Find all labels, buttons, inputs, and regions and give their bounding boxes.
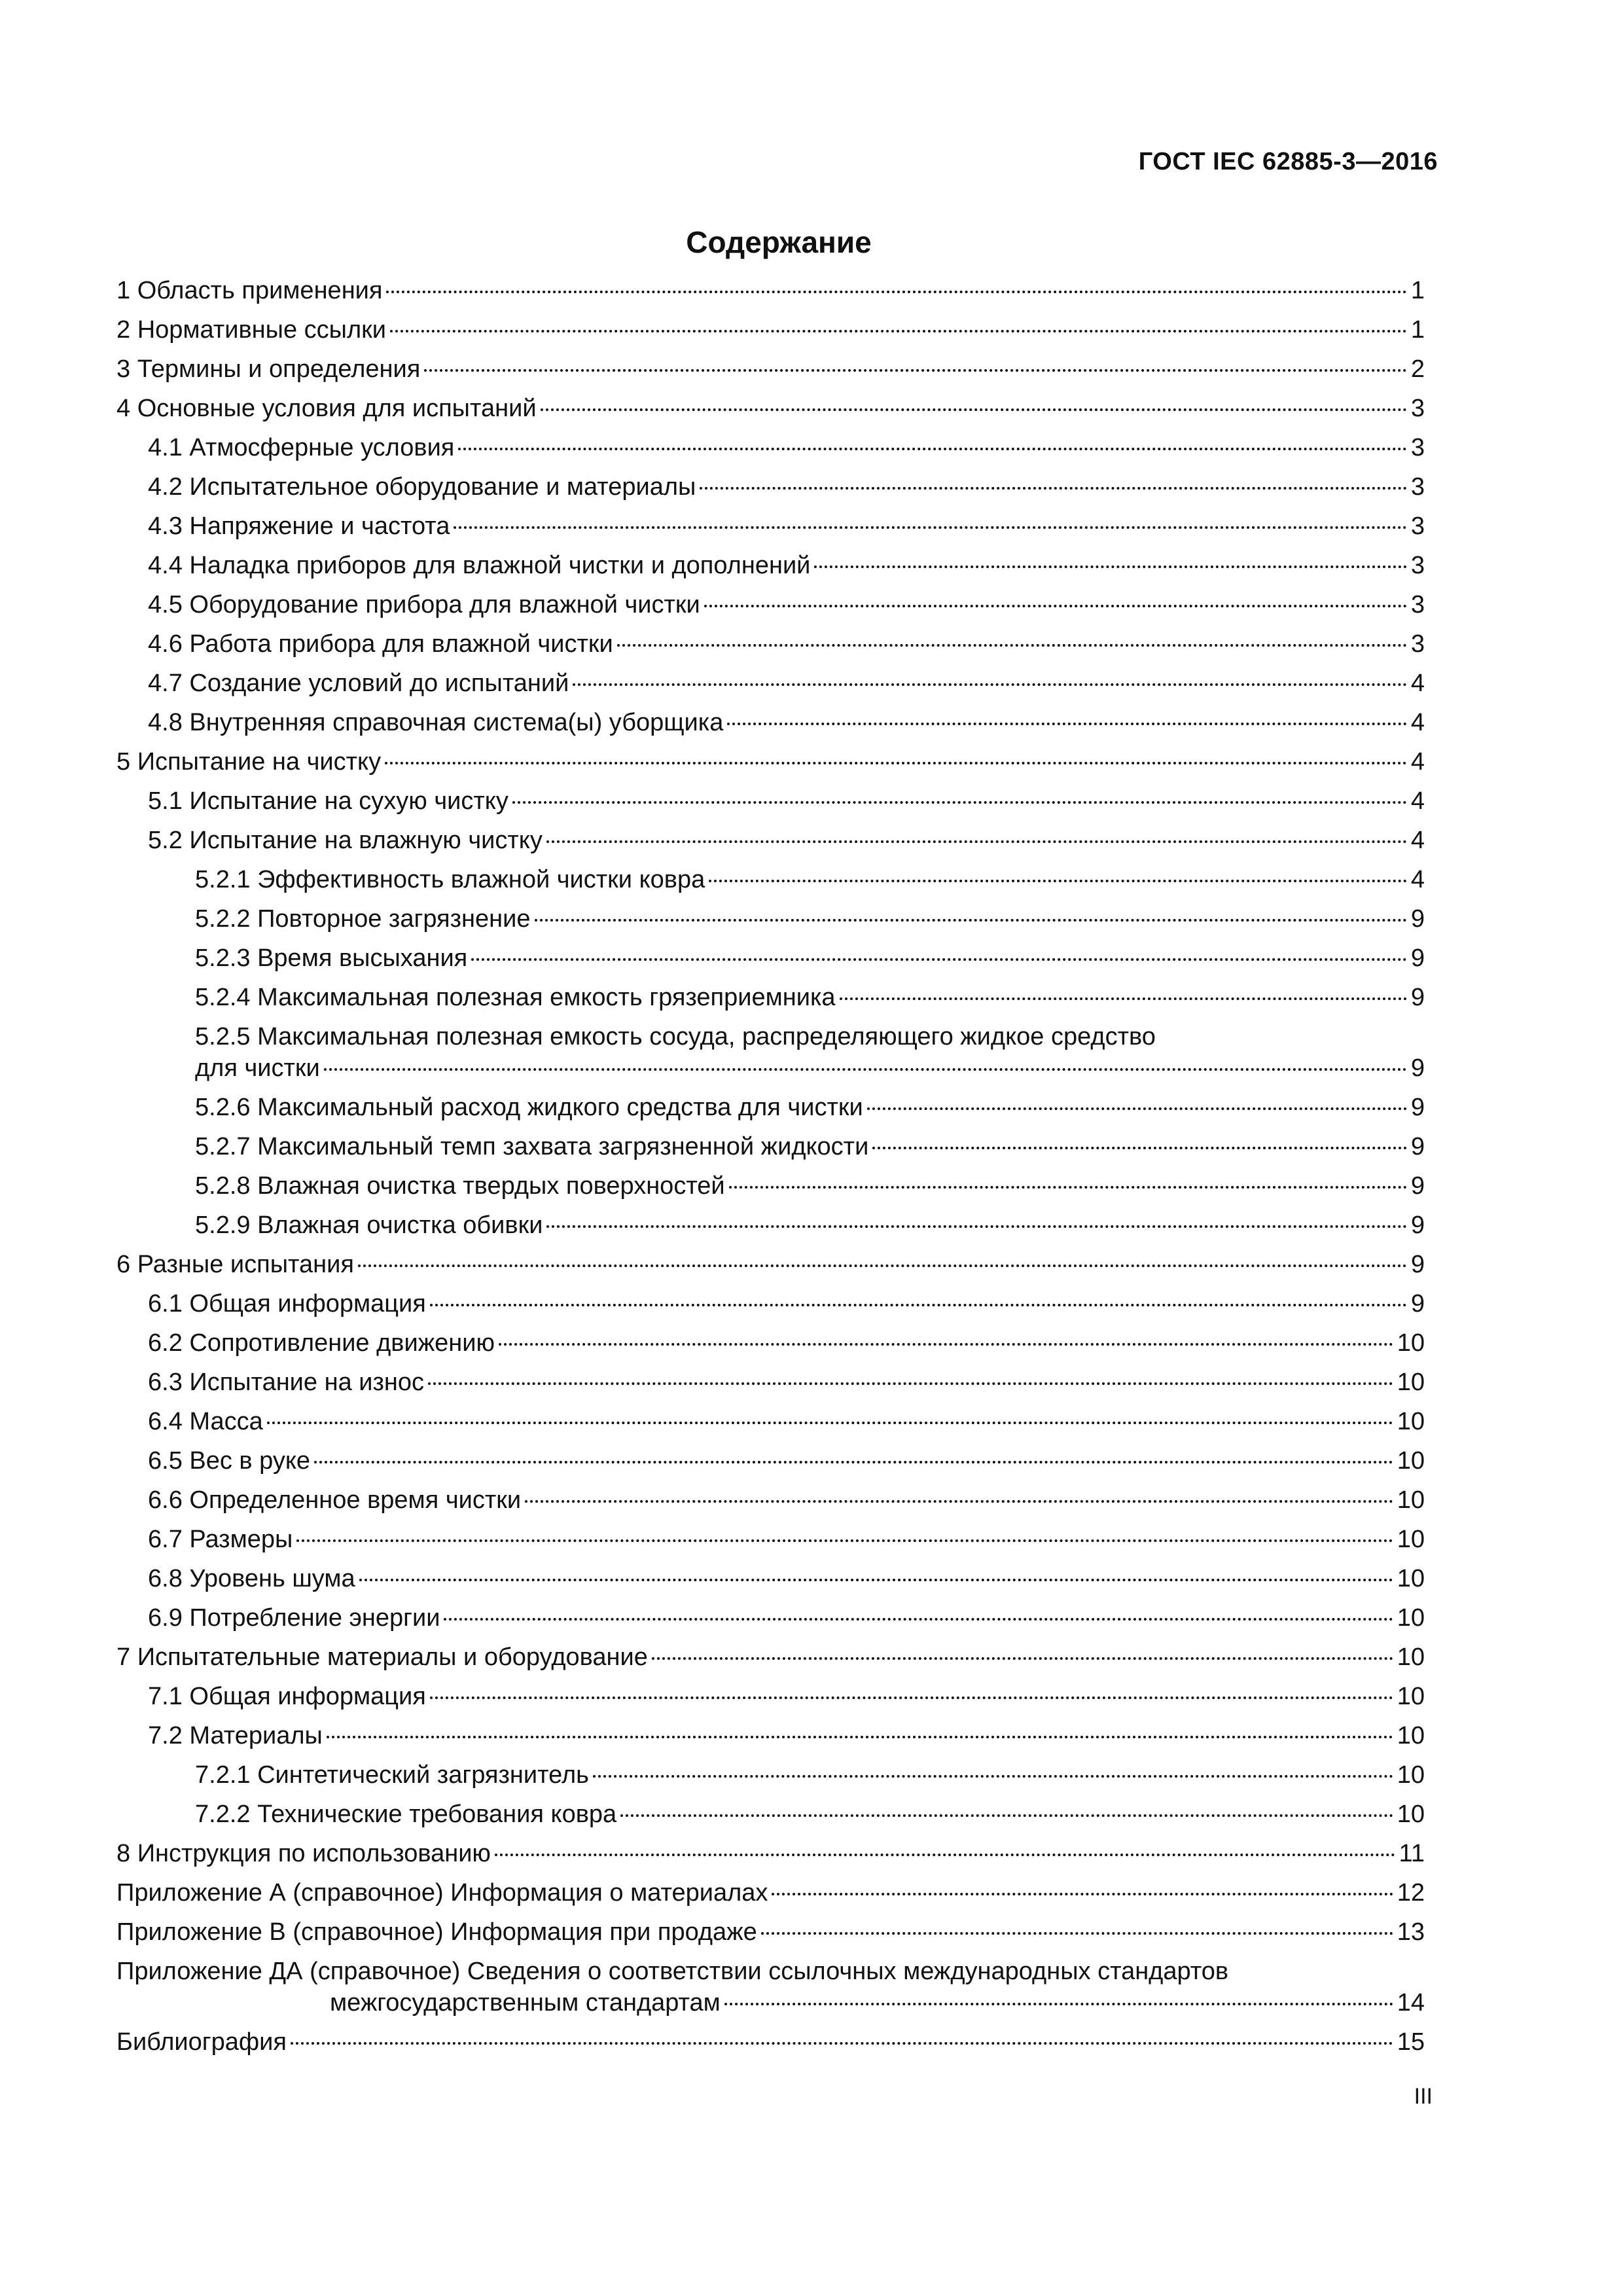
toc-entry-page: 1 bbox=[1410, 316, 1425, 344]
toc-entry-page: 3 bbox=[1410, 630, 1425, 658]
toc-entry-label: 5.2.3 Время высыхания bbox=[195, 944, 468, 972]
toc-entry-label: 4.2 Испытательное оборудование и материалы bbox=[148, 473, 696, 501]
dot-leader bbox=[872, 1146, 1407, 1149]
dot-leader bbox=[525, 1499, 1393, 1503]
toc-entry-appendix[interactable] bbox=[116, 1956, 1425, 2026]
toc-entry-page: 9 bbox=[1410, 1094, 1425, 1121]
toc-entry-page: 4 bbox=[1410, 787, 1425, 815]
toc-entry-page: 3 bbox=[1410, 591, 1425, 619]
toc-entry-page: 9 bbox=[1410, 1290, 1425, 1318]
dot-leader bbox=[840, 997, 1407, 1000]
toc-entry[interactable] bbox=[116, 275, 1425, 314]
toc-entry[interactable] bbox=[116, 1641, 1425, 1681]
toc-entry-label: 4.7 Создание условий до испытаний bbox=[148, 670, 569, 697]
dot-leader bbox=[430, 1303, 1407, 1306]
toc-entry-page: 9 bbox=[1410, 1211, 1425, 1239]
toc-entry-label: 5.2.7 Максимальный темп захвата загрязненной жидкости bbox=[195, 1133, 869, 1160]
dot-leader bbox=[385, 761, 1407, 764]
dot-leader bbox=[593, 1774, 1393, 1778]
toc-entry-page: 10 bbox=[1397, 1722, 1425, 1749]
toc-entry-page: 4 bbox=[1410, 748, 1425, 776]
toc-entry-page: 10 bbox=[1397, 1486, 1425, 1514]
toc-entry-page: 10 bbox=[1397, 1683, 1425, 1710]
toc-entry-label: 6 Разные испытания bbox=[116, 1251, 354, 1278]
toc-entry-page: 9 bbox=[1410, 905, 1425, 933]
toc-entry-page: 2 bbox=[1410, 355, 1425, 383]
toc-entry-page: 3 bbox=[1410, 552, 1425, 579]
toc-entry-page: 9 bbox=[1410, 1251, 1425, 1278]
toc-entry-label: 4.8 Внутренняя справочная система(ы) уборщика bbox=[148, 709, 724, 736]
toc-entry[interactable] bbox=[116, 785, 1425, 825]
dot-leader bbox=[499, 1342, 1393, 1346]
toc-entry[interactable] bbox=[116, 1131, 1425, 1170]
toc-entry[interactable] bbox=[116, 903, 1425, 942]
toc-entry-label: 4.1 Атмосферные условия bbox=[148, 434, 455, 461]
dot-leader bbox=[724, 2002, 1393, 2005]
dot-leader bbox=[358, 1264, 1407, 1267]
toc-entry[interactable] bbox=[116, 1406, 1425, 1445]
dot-leader bbox=[495, 1853, 1395, 1856]
page-number: III bbox=[1414, 2084, 1433, 2109]
dot-leader bbox=[617, 643, 1407, 647]
toc-entry-page: 9 bbox=[1410, 1133, 1425, 1160]
dot-leader bbox=[541, 408, 1407, 411]
toc-entry[interactable] bbox=[116, 432, 1425, 471]
dot-leader bbox=[700, 486, 1406, 490]
toc-entry[interactable] bbox=[116, 668, 1425, 707]
toc-entry-page: 9 bbox=[1410, 944, 1425, 972]
dot-leader bbox=[867, 1107, 1407, 1110]
toc-entry-label: 5.2.5 Максимальная полезная емкость сосуда, распределяющего жидкое средство bbox=[195, 1023, 1156, 1050]
dot-leader bbox=[424, 368, 1407, 372]
dot-leader bbox=[458, 447, 1406, 450]
toc-entry[interactable] bbox=[116, 982, 1425, 1021]
toc-entry-label: 6.8 Уровень шума bbox=[148, 1565, 355, 1592]
toc-entry-appendix[interactable] bbox=[116, 1916, 1425, 1956]
toc-entry-page: 10 bbox=[1397, 1329, 1425, 1357]
toc-entry[interactable] bbox=[116, 1327, 1425, 1367]
toc-title: Содержание bbox=[686, 225, 872, 259]
toc-entry-page: 10 bbox=[1397, 1761, 1425, 1789]
toc-entry-page: 10 bbox=[1397, 1565, 1425, 1592]
toc-entry-label: 5.2.2 Повторное загрязнение bbox=[195, 905, 531, 933]
dot-leader bbox=[267, 1421, 1393, 1424]
toc-entry[interactable] bbox=[116, 1563, 1425, 1602]
toc-entry-label: 5.2.1 Эффективность влажной чистки ковра bbox=[195, 866, 705, 893]
toc-entry-label: Приложение ДА (справочное) Сведения о соответствии ссылочных международных стандартов bbox=[116, 1958, 1229, 1985]
toc-entry[interactable] bbox=[116, 1799, 1425, 1838]
toc-entry-label: 6.2 Сопротивление движению bbox=[148, 1329, 495, 1357]
toc-entry-label: 4.5 Оборудование прибора для влажной чистки bbox=[148, 591, 700, 619]
dot-leader bbox=[546, 840, 1407, 843]
toc-entry[interactable] bbox=[116, 1249, 1425, 1288]
dot-leader bbox=[620, 1814, 1393, 1817]
toc-entry-label: 7 Испытательные материалы и оборудование bbox=[116, 1643, 648, 1671]
toc-entry-page: 10 bbox=[1397, 1801, 1425, 1828]
dot-leader bbox=[772, 1892, 1393, 1895]
toc-entry[interactable] bbox=[116, 314, 1425, 353]
toc-entry[interactable] bbox=[116, 1170, 1425, 1210]
dot-leader bbox=[761, 1931, 1393, 1935]
toc-entry-label: 4.6 Работа прибора для влажной чистки bbox=[148, 630, 613, 658]
toc-entry-label: 5.2.6 Максимальный расход жидкого средства для чистки bbox=[195, 1094, 863, 1121]
toc-entry-label: 7.2 Материалы bbox=[148, 1722, 323, 1749]
toc-entry-page: 1 bbox=[1410, 277, 1425, 304]
dot-leader bbox=[546, 1225, 1406, 1228]
toc-entry[interactable] bbox=[116, 589, 1425, 628]
toc-entry-label: 6.7 Размеры bbox=[148, 1526, 293, 1553]
dot-leader bbox=[704, 604, 1407, 607]
toc-entry[interactable] bbox=[116, 1367, 1425, 1406]
toc-entry-label: 5.1 Испытание на сухую чистку bbox=[148, 787, 508, 815]
toc-entry-label: 7.2.2 Технические требования ковра bbox=[195, 1801, 617, 1828]
dot-leader bbox=[296, 1539, 1393, 1542]
dot-leader bbox=[727, 722, 1407, 725]
toc-entry-page: 3 bbox=[1410, 473, 1425, 501]
dot-leader bbox=[390, 329, 1407, 332]
dot-leader bbox=[327, 1735, 1393, 1738]
toc-entry-label: 6.1 Общая информация bbox=[148, 1290, 426, 1318]
toc-entry-label: Приложение А (справочное) Информация о материалах bbox=[116, 1879, 768, 1907]
toc-entry-page: 4 bbox=[1410, 709, 1425, 736]
toc-entry[interactable] bbox=[116, 628, 1425, 668]
toc-entry[interactable] bbox=[116, 1092, 1425, 1131]
toc-entry-page: 14 bbox=[1397, 1989, 1425, 2017]
toc-entry-label: 6.6 Определенное время чистки bbox=[148, 1486, 522, 1514]
toc-entry-label: 6.5 Вес в руке bbox=[148, 1447, 311, 1475]
toc-entry-label: 5.2.9 Влажная очистка обивки bbox=[195, 1211, 543, 1239]
toc-entry-page: 13 bbox=[1397, 1918, 1425, 1946]
toc-entry[interactable] bbox=[116, 707, 1425, 746]
dot-leader bbox=[471, 958, 1407, 961]
toc-entry-label: 1 Область применения bbox=[116, 277, 383, 304]
toc-entry[interactable] bbox=[116, 1288, 1425, 1327]
toc-entry[interactable] bbox=[116, 511, 1425, 550]
toc-entry-label: 2 Нормативные ссылки bbox=[116, 316, 386, 344]
dot-leader bbox=[729, 1185, 1407, 1189]
toc-entry[interactable] bbox=[116, 471, 1425, 511]
toc-entry[interactable] bbox=[116, 393, 1425, 432]
toc-entry[interactable] bbox=[116, 1210, 1425, 1249]
toc-entry[interactable] bbox=[116, 2026, 1425, 2066]
toc-entry-page: 4 bbox=[1410, 827, 1425, 854]
dot-leader bbox=[444, 1617, 1393, 1621]
dot-leader bbox=[359, 1578, 1393, 1581]
toc-entry[interactable] bbox=[116, 1681, 1425, 1720]
dot-leader bbox=[573, 683, 1406, 686]
toc-entry-page: 3 bbox=[1410, 512, 1425, 540]
toc-entry[interactable] bbox=[116, 864, 1425, 903]
toc-entry-label: 4.4 Наладка приборов для влажной чистки и дополнений bbox=[148, 552, 811, 579]
toc-entry-appendix[interactable] bbox=[116, 1877, 1425, 1916]
toc-entry[interactable] bbox=[116, 1838, 1425, 1877]
toc-entry-page: 15 bbox=[1397, 2028, 1425, 2056]
toc-entry-page: 10 bbox=[1397, 1447, 1425, 1475]
toc-entry-label: Приложение В (справочное) Информация при продаже bbox=[116, 1918, 757, 1946]
dot-leader bbox=[709, 879, 1407, 882]
toc-entry-page: 11 bbox=[1399, 1840, 1425, 1867]
toc-entry[interactable] bbox=[116, 1445, 1425, 1484]
toc-entry-label: 3 Термины и определения bbox=[116, 355, 421, 383]
toc-entry[interactable] bbox=[116, 1524, 1425, 1563]
toc-entry[interactable] bbox=[116, 1759, 1425, 1799]
dot-leader bbox=[652, 1657, 1393, 1660]
toc-entry-label: 6.9 Потребление энергии bbox=[148, 1604, 440, 1632]
toc-entry[interactable] bbox=[116, 942, 1425, 982]
toc-entry-label: 5.2.4 Максимальная полезная емкость грязеприемника bbox=[195, 984, 836, 1011]
dot-leader bbox=[454, 526, 1406, 529]
table-of-contents bbox=[116, 275, 1425, 2066]
toc-entry-label-continued: межгосударственным стандартам bbox=[330, 1989, 721, 2017]
dot-leader bbox=[314, 1460, 1393, 1463]
toc-entry[interactable] bbox=[116, 746, 1425, 785]
dot-leader bbox=[430, 1696, 1393, 1699]
toc-entry-page: 9 bbox=[1410, 1054, 1425, 1082]
dot-leader bbox=[324, 1067, 1407, 1071]
dot-leader bbox=[386, 290, 1406, 293]
toc-entry-page: 9 bbox=[1410, 984, 1425, 1011]
toc-entry-page: 4 bbox=[1410, 670, 1425, 697]
toc-entry-label: 7.1 Общая информация bbox=[148, 1683, 426, 1710]
toc-entry-label: 5.2.8 Влажная очистка твердых поверхностей bbox=[195, 1172, 725, 1200]
dot-leader bbox=[535, 918, 1407, 922]
dot-leader bbox=[512, 800, 1407, 804]
toc-entry[interactable] bbox=[116, 1021, 1425, 1092]
toc-entry[interactable] bbox=[116, 550, 1425, 589]
toc-entry-label: 5.2 Испытание на влажную чистку bbox=[148, 827, 543, 854]
toc-entry-label: 6.3 Испытание на износ bbox=[148, 1369, 425, 1396]
toc-entry-page: 10 bbox=[1397, 1369, 1425, 1396]
standard-code-header: ГОСТ IEC 62885-3—2016 bbox=[1138, 148, 1438, 175]
toc-entry-label: Библиография bbox=[116, 2028, 287, 2056]
toc-entry-label: 6.4 Масса bbox=[148, 1408, 263, 1435]
toc-entry-label-continued: для чистки bbox=[195, 1054, 320, 1082]
dot-leader bbox=[814, 565, 1406, 568]
dot-leader bbox=[291, 2041, 1393, 2045]
toc-entry[interactable] bbox=[116, 1720, 1425, 1759]
toc-entry[interactable] bbox=[116, 825, 1425, 864]
toc-entry-page: 9 bbox=[1410, 1172, 1425, 1200]
toc-entry-label: 7.2.1 Синтетический загрязнитель bbox=[195, 1761, 589, 1789]
toc-entry-page: 12 bbox=[1397, 1879, 1425, 1907]
toc-entry-label: 8 Инструкция по использованию bbox=[116, 1840, 491, 1867]
toc-entry-page: 10 bbox=[1397, 1408, 1425, 1435]
toc-entry[interactable] bbox=[116, 1484, 1425, 1524]
toc-entry-page: 3 bbox=[1410, 434, 1425, 461]
toc-entry-label: 4 Основные условия для испытаний bbox=[116, 395, 537, 422]
dot-leader bbox=[428, 1382, 1393, 1385]
toc-entry-page: 10 bbox=[1397, 1526, 1425, 1553]
toc-entry-page: 10 bbox=[1397, 1643, 1425, 1671]
toc-entry-page: 3 bbox=[1410, 395, 1425, 422]
toc-entry-label: 5 Испытание на чистку bbox=[116, 748, 382, 776]
toc-entry[interactable] bbox=[116, 1602, 1425, 1641]
toc-entry-label: 4.3 Напряжение и частота bbox=[148, 512, 450, 540]
toc-entry-page: 10 bbox=[1397, 1604, 1425, 1632]
toc-entry-page: 4 bbox=[1410, 866, 1425, 893]
toc-entry[interactable] bbox=[116, 353, 1425, 393]
